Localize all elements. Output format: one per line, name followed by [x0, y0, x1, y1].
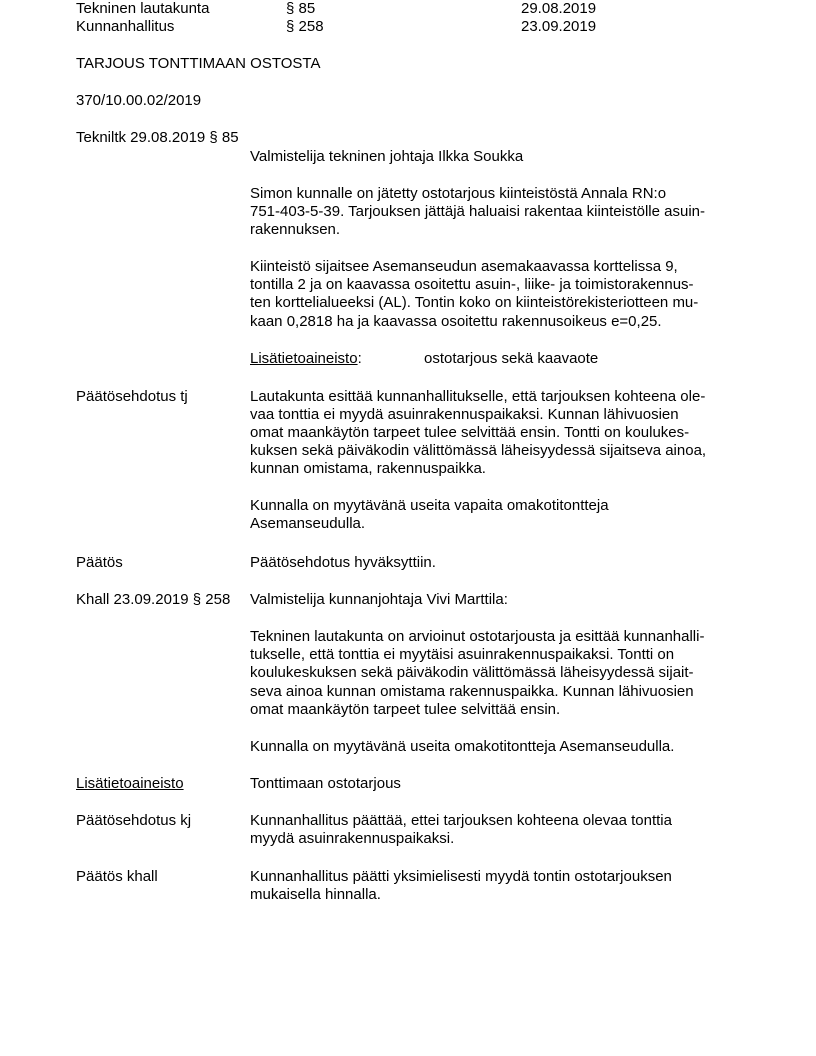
khall-p1-line: omat maankäytön tarpeet tulee selvittää ensin.	[250, 701, 561, 718]
khall-preparer: Valmistelija kunnanjohtaja Vivi Marttila:	[250, 591, 508, 608]
tekn-preparer: Valmistelija tekninen johtaja Ilkka Soukka	[250, 148, 524, 165]
tekn-decision-text: Päätösehdotus hyväksyttiin.	[250, 554, 436, 571]
header-section-2: § 258	[286, 18, 324, 35]
tekn-info-value: ostotarjous sekä kaavaote	[424, 350, 599, 367]
document-title: TARJOUS TONTTIMAAN OSTOSTA	[76, 55, 321, 72]
khall-proposal-line: Kunnanhallitus päättää, ettei tarjouksen kohteena olevaa tonttia	[250, 812, 672, 829]
header-date-2: 23.09.2019	[521, 18, 597, 35]
tekn-proposal-line: Asemanseudulla.	[250, 515, 366, 532]
tekn-p2-line: tontilla 2 ja on kaavassa osoitettu asuin-, liike- ja toimistorakennus-	[250, 276, 694, 293]
tekn-proposal-line: vaa tonttia ei myydä asuinrakennuspaikaksi. Kunnan lähivuosien	[250, 406, 679, 423]
tekn-info-label: Lisätietoaineisto	[250, 350, 358, 367]
tekn-proposal-line: Kunnalla on myytävänä useita vapaita omakotitontteja	[250, 497, 609, 514]
tekn-proposal-line: kuksen sekä päiväkodin välittömässä läheisyydessä sijaitseva ainoa,	[250, 442, 707, 459]
tekn-reference: Tekniltk 29.08.2019 § 85	[76, 129, 239, 146]
tekn-info-row	[250, 350, 362, 368]
khall-decision-line: mukaisella hinnalla.	[250, 886, 381, 903]
khall-reference: Khall 23.09.2019 § 258	[76, 591, 231, 608]
khall-decision-label: Päätös khall	[76, 868, 158, 885]
khall-proposal-line: myydä asuinrakennuspaikaksi.	[250, 830, 455, 847]
tekn-decision-label: Päätös	[76, 554, 123, 571]
tekn-proposal-line: Lautakunta esittää kunnanhallitukselle, että tarjouksen kohteena ole-	[250, 388, 706, 405]
tekn-info-colon: :	[357, 350, 362, 367]
tekn-p1-line: 751-403-5-39. Tarjouksen jättäjä haluaisi rakentaa kiinteistölle asuin-	[250, 203, 705, 220]
tekn-p1-line: Simon kunnalle on jätetty ostotarjous kiinteistöstä Annala RN:o	[250, 185, 667, 202]
khall-decision-line: Kunnanhallitus päätti yksimielisesti myydä tontin ostotarjouksen	[250, 868, 672, 885]
khall-p1-line: koulukeskuksen sekä päiväkodin välittömässä läheisyydessä sijait-	[250, 664, 694, 681]
tekn-p2-line: Kiinteistö sijaitsee Asemanseudun asemakaavassa korttelissa 9,	[250, 258, 678, 275]
khall-p2: Kunnalla on myytävänä useita omakotitontteja Asemanseudulla.	[250, 738, 675, 755]
tekn-p2-line: ten korttelialueeksi (AL). Tontin koko on kiinteistörekisteriotteen mu-	[250, 294, 699, 311]
tekn-proposal-line: omat maankäytön tarpeet tulee selvittää ensin. Tontti on koulukes-	[250, 424, 690, 441]
khall-p1-line: Tekninen lautakunta on arvioinut ostotarjousta ja esittää kunnanhalli-	[250, 628, 705, 645]
tekn-p2-line: kaan 0,2818 ha ja kaavassa osoitettu rakennusoikeus e=0,25.	[250, 313, 662, 330]
khall-p1-line: tukselle, että tonttia ei myytäisi asuinrakennuspaikaksi. Tontti on	[250, 646, 675, 663]
tekn-proposal-label: Päätösehdotus tj	[76, 388, 188, 405]
header-date-1: 29.08.2019	[521, 0, 597, 17]
tekn-proposal-line: kunnan omistama, rakennuspaikka.	[250, 460, 486, 477]
khall-p1-line: seva ainoa kunnan omistama rakennuspaikka. Kunnan lähivuosien	[250, 683, 694, 700]
khall-info-value: Tonttimaan ostotarjous	[250, 775, 401, 792]
record-number: 370/10.00.02/2019	[76, 92, 202, 109]
header-section-1: § 85	[286, 0, 316, 17]
khall-proposal-label: Päätösehdotus kj	[76, 812, 192, 829]
khall-info-label: Lisätietoaineisto	[76, 775, 184, 792]
tekn-p1-line: rakennuksen.	[250, 221, 341, 238]
header-body-1: Tekninen lautakunta	[76, 0, 210, 17]
header-body-2: Kunnanhallitus	[76, 18, 175, 35]
